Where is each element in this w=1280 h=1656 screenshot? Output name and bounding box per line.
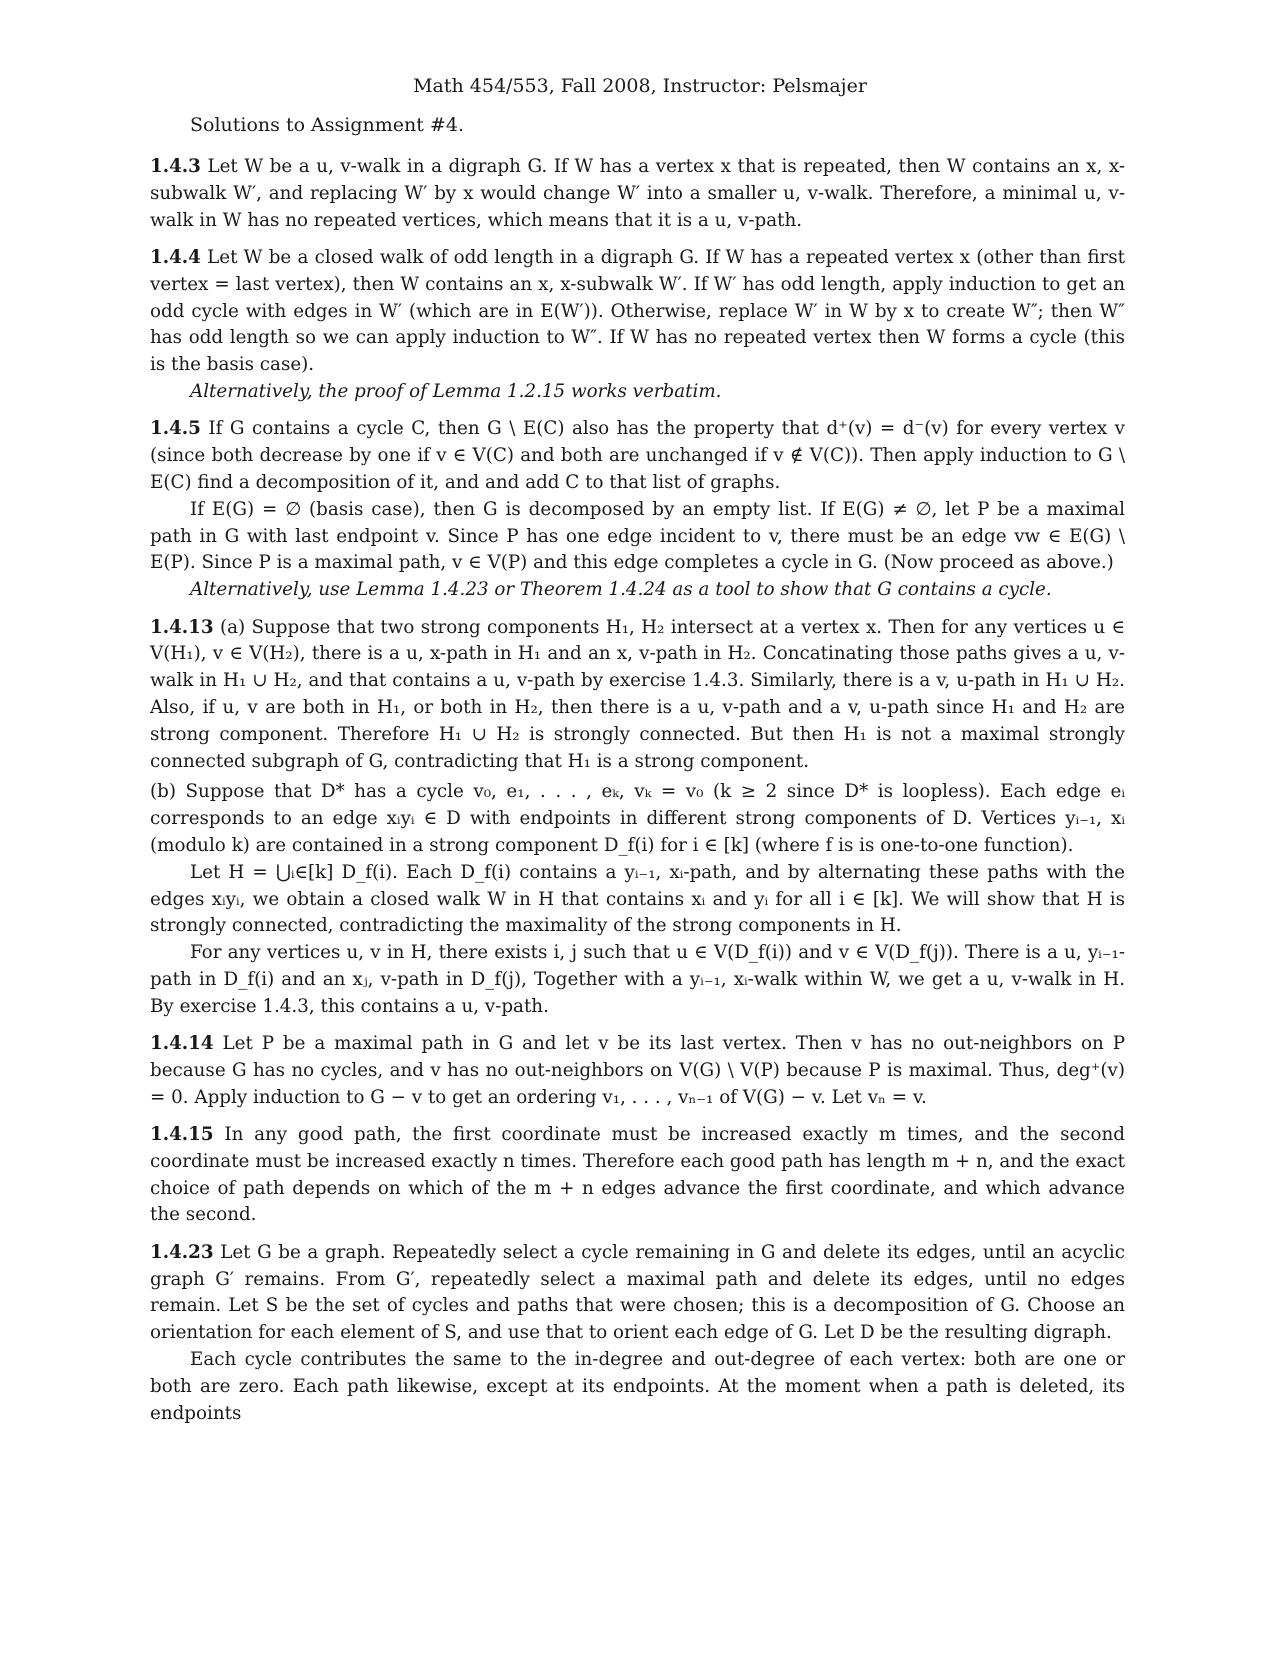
problem-number: 1.4.15 — [150, 1124, 214, 1146]
page-header: Math 454/553, Fall 2008, Instructor: Pelsmajer — [413, 75, 867, 97]
paragraph: If E(G) = ∅ (basis case), then G is decomposed by an empty list. If E(G) ≠ ∅, let P be a maximal path in G with last endpoint v. Since P has one edge incident to v, there must be an edge vw ∈ E(G) \ E(P). Since P is a maximal path, v ∈ V(P) and this edge completes a cycle in G. (Now proceed as above.) — [150, 498, 1125, 574]
problem-1-4-23 — [150, 1240, 1125, 1428]
problem-number: 1.4.4 — [150, 246, 201, 268]
solutions-body — [150, 154, 1125, 1438]
problem-number: 1.4.23 — [150, 1241, 214, 1263]
problem-number: 1.4.13 — [150, 616, 214, 638]
problem-1-4-3 — [150, 154, 1125, 234]
problem-1-4-15 — [150, 1122, 1125, 1229]
paragraph: Let W be a closed walk of odd length in a digraph G. If W has a repeated vertex x (other than first vertex = last vertex), then W contains an x, x-subwalk W′. If W′ has odd length, apply induction to get an odd cycle with edges in W′ (which are in E(W′)). Otherwise, replace W′ in W by x to create W″; then W″ has odd length so we can apply induction to W″. If W has no repeated vertex then W forms a cycle (this is the basis case). — [150, 246, 1125, 376]
problem-number: 1.4.5 — [150, 418, 201, 440]
paragraph: (b) Suppose that D* has a cycle v₀, e₁, . . . , eₖ, vₖ = v₀ (k ≥ 2 since D* is loopless). Each edge eᵢ corresponds to an edge xᵢyᵢ ∈ D with endpoints in different strong components of D. Vertices yᵢ₋₁, xᵢ (modulo k) are contained in a strong component D_f(i) for i ∈ [k] (where f is is one-to-one function). — [150, 781, 1125, 856]
problem-1-4-14 — [150, 1031, 1125, 1111]
problem-number: 1.4.3 — [150, 156, 201, 177]
paragraph: (a) Suppose that two strong components H₁, H₂ intersect at a vertex x. Then for any vertices u ∈ V(H₁), v ∈ V(H₂), there is a u, x-path in H₁ and an x, v-path in H₂. Concatinating those paths gives a u, v-walk in H₁ ∪ H₂, and that contains a u, v-path by exercise 1.4.3. Similarly, there is a v, u-path in H₁ ∪ H₂. Also, if u, v are both in H₁, or both in H₂, then there is a u, v-path and a v, u-path since H₁ and H₂ are strong component. Therefore H₁ ∪ H₂ is strongly connected. But then H₁ is not a maximal strongly connected subgraph of G, contradicting that H₁ is a strong component. — [150, 616, 1126, 772]
paragraph: In any good path, the first coordinate must be increased exactly m times, and the second coordinate must be increased exactly n times. Therefore each good path has length m + n, and the exact choice of path depends on which of the m + n edges advance the first coordinate, and which advance the second. — [150, 1124, 1125, 1226]
alternative-note: Alternatively, use Lemma 1.4.23 or Theorem 1.4.24 as a tool to show that G contains a cycle. — [190, 579, 1052, 601]
paragraph: Each cycle contributes the same to the in-degree and out-degree of each vertex: both are one or both are zero. Each path likewise, except at its endpoints. At the moment when a path is deleted, its endpoints — [150, 1349, 1125, 1424]
paragraph: Let H = ⋃ᵢ∈[k] D_f(i). Each D_f(i) contains a yᵢ₋₁, xᵢ-path, and by alternating these paths with the edges xᵢyᵢ, we obtain a closed walk W in H that contains xᵢ and yᵢ for all i ∈ [k]. We will show that H is strongly connected, contradicting the maximality of the strong components in H. — [150, 861, 1125, 937]
alternative-note: Alternatively, the proof of Lemma 1.2.15 works verbatim. — [190, 380, 722, 402]
problem-1-4-5 — [150, 416, 1125, 604]
problem-1-4-13 — [150, 615, 1125, 1021]
paragraph: Let G be a graph. Repeatedly select a cycle remaining in G and delete its edges, until an acyclic graph G′ remains. From G′, repeatedly select a maximal path and delete its edges, until no edges remain. Let S be the set of cycles and paths that were chosen; this is a decomposition of G. Choose an orientation for each element of S, and use that to orient each edge of G. Let D be the resulting digraph. — [150, 1241, 1125, 1344]
paragraph: For any vertices u, v in H, there exists i, j such that u ∈ V(D_f(i)) and v ∈ V(D_f(j)). There is a u, yᵢ₋₁-path in D_f(i) and an xⱼ, v-path in D_f(j), Together with a yᵢ₋₁, xᵢ-walk within W, we get a u, v-walk in H. By exercise 1.4.3, this contains a u, v-path. — [150, 942, 1125, 1017]
problem-number: 1.4.14 — [150, 1033, 214, 1055]
paragraph: If G contains a cycle C, then G \ E(C) also has the property that d⁺(v) = d⁻(v) for every vertex v (since both decrease by one if v ∈ V(C) and both are unchanged if v ∉ V(C)). Then apply induction to G \ E(C) find a decomposition of it, and and add C to that list of graphs. — [150, 418, 1125, 493]
assignment-title: Solutions to Assignment #4. — [190, 114, 464, 136]
problem-1-4-4 — [150, 245, 1125, 406]
paragraph: Let P be a maximal path in G and let v be its last vertex. Then v has no out-neighbors on P because G has no cycles, and v has no out-neighbors on V(G) \ V(P) because P is maximal. Thus, deg⁺(v) = 0. Apply induction to G − v to get an ordering v₁, . . . , vₙ₋₁ of V(G) − v. Let vₙ = v. — [150, 1033, 1126, 1108]
paragraph: Let W be a u, v-walk in a digraph G. If W has a vertex x that is repeated, then W contains an x, x-subwalk W′, and replacing W′ by x would change W′ into a smaller u, v-walk. Therefore, a minimal u, v-walk in W has no repeated vertices, which means that it is a u, v-path. — [150, 156, 1125, 231]
